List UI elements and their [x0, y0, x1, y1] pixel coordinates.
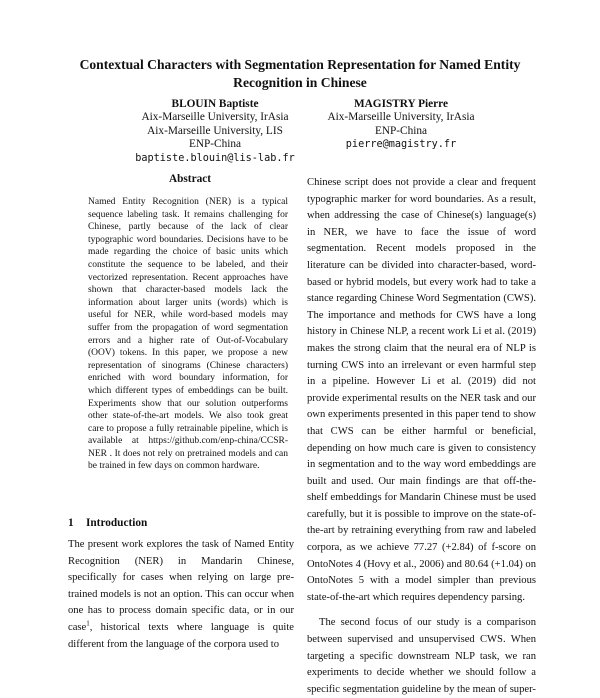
left-column-body: [68, 537, 294, 653]
section-number: 1: [68, 517, 74, 529]
paper-title: Contextual Characters with Segmentation Representation for Named Entity Recognition in Chinese: [79, 57, 521, 90]
intro-text-part-1: The present work explores the task of Named Entity Recognition (NER) in Mandarin Chinese, specifically for cases when relying on large pre-trained models is not an option. This can occur when one has to process domain specific data, or in our case: [68, 539, 294, 633]
section-heading-introduction: [68, 517, 147, 529]
right-column-body: [307, 175, 536, 698]
author-affiliation: Aix-Marseille University, IrAsia: [327, 111, 475, 124]
author-affiliation: Aix-Marseille University, IrAsia: [141, 111, 289, 124]
abstract-text: Named Entity Recognition (NER) is a typical sequence labeling task. It remains challenging for Chinese, partly because of the lack of clear typographic word boundaries. Decisions have to be made regarding the choice of basic units which constitute the sequence to be labeled, and their vectorized representation. Recent approaches have shown that character-based models lack the information about larger units (words) which is useful for NER, while word-based models may suffer from the propagation of word segmentation errors and a higher rate of Out-of-Vocabulary (OOV) tokens. In this paper, we propose a new representation of sinograms (Chinese characters) enriched with word boundary information, for which different types of embeddings can be built. Experiments show that our solution outperforms other state-of-the-art models. We also took great care to propose a fully retrainable pipeline, which is available at https://github.com/enp-china/CCSR-NER . It does not rely on pretrained models and can be trained in few days on common hardware.: [88, 197, 288, 472]
body-paragraph-1: Chinese script does not provide a clear and frequent typographic marker for word boundaries. As a result, when addressing the case of Chinese(s) language(s) in NER, we have to face the issue of word segmentation. Recent models proposed in the literature can be divided into character-based, word-based or hybrid models, but every work had to take a stance regarding Chinese Word Segmentation (CWS). The importance and methods for CWS have a long history in Chinese NLP, a recent work Li et al. (2019) makes the strong claim that the neural era of NLP is turning CWS into an irrelevant or even harmful step in a pipeline. However Li et al. (2019) did not provide experimental results on the NER task and our own experiments presented in this paper tend to show that CWS can be either harmful or beneficial, depending on how much care is given to consistency in segmentation and to the way word embeddings are built and used. Our main findings are that off-the-shelf embeddings for Mandarin Chinese must be used carefully, but it is possible to improve on the state-of-the-art by retraining everything from raw and labeled corpora, as we achieve 77.27 (+2.84) of f-score on OntoNotes 4 (Hovy et al., 2006) and 80.64 (+1.04) on OntoNotes 5 with a model simpler than previous state-of-the-art which requires dependency parsing.: [307, 177, 536, 603]
author-email: pierre@magistry.fr: [345, 139, 457, 151]
body-paragraph-2: The second focus of our study is a comparison between supervised and unsupervised CWS. When targeting a specific downstream NLP task, we ran experiments to decide whether we should follow a specific segmentation guideline by the mean of super-: [307, 617, 536, 695]
author-block-2: [296, 98, 506, 152]
abstract-body: [88, 196, 288, 473]
intro-text-part-2: , historical texts where language is quite different from the language of the corpora used to: [68, 621, 294, 650]
footnote-marker: 1: [86, 619, 90, 628]
author-email: baptiste.blouin@lis-lab.fr: [135, 152, 295, 164]
section-title: Introduction: [86, 517, 148, 529]
author-name: MAGISTRY Pierre: [353, 98, 449, 110]
author-affiliation: Aix-Marseille University, LIS: [147, 124, 283, 137]
author-affiliation: ENP-China: [374, 124, 428, 137]
intro-paragraph: [68, 537, 294, 653]
author-name: BLOUIN Baptiste: [171, 98, 259, 110]
author-affiliation: ENP-China: [188, 138, 242, 151]
abstract-heading: Abstract: [168, 173, 212, 185]
